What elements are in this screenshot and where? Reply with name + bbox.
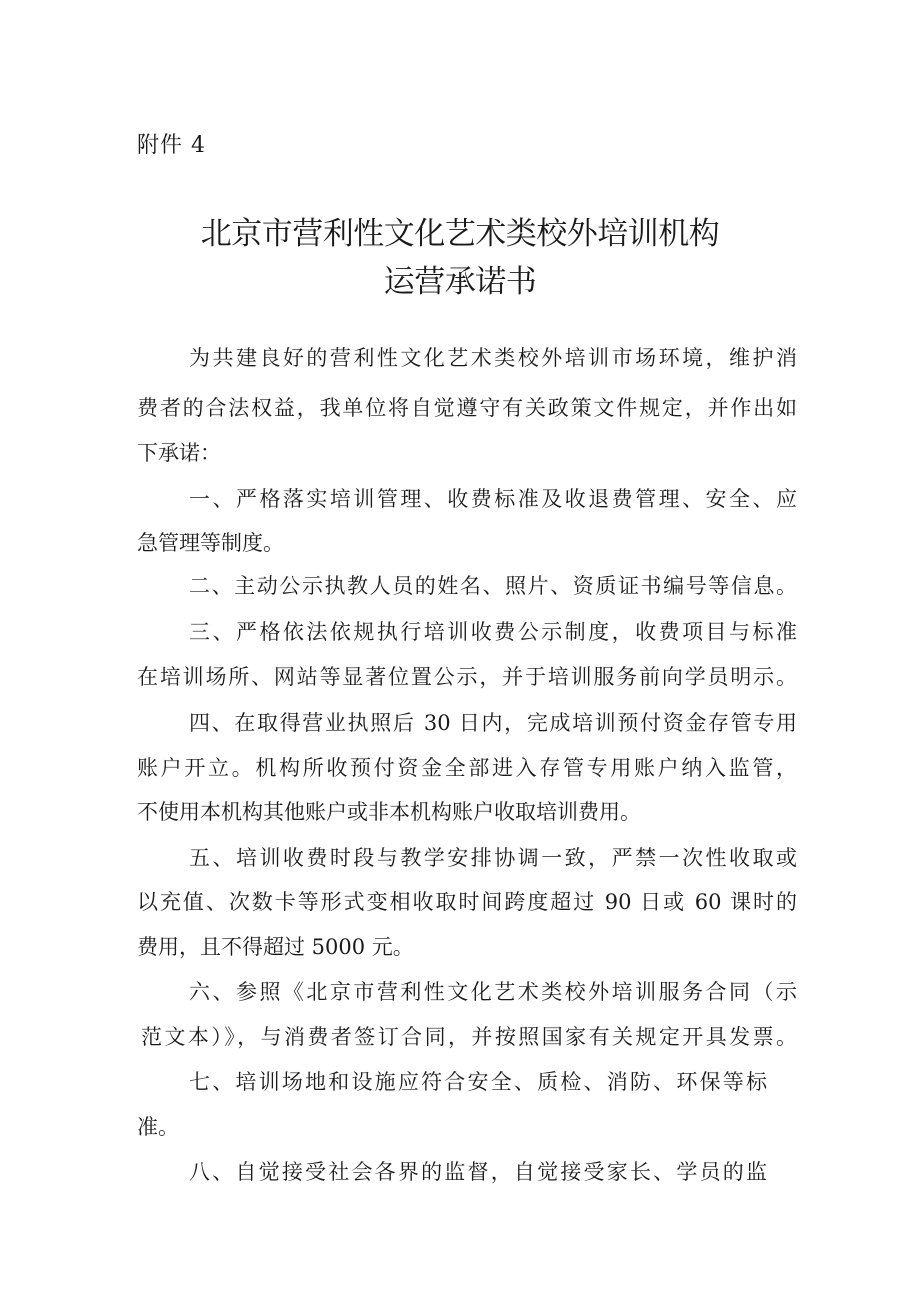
item-1-line-2: 急管理等制度。 bbox=[137, 531, 284, 555]
item-4-line-1: 四、在取得营业执照后 30 日内，完成培训预付资金存管专用 bbox=[189, 711, 797, 735]
intro-line-3: 下承诺： bbox=[137, 441, 221, 465]
item-5-line-2: 以充值、次数卡等形式变相收取时间跨度超过 90 日或 60 课时的 bbox=[137, 890, 797, 914]
item-6-line-2: 范文本）》，与消费者签订合同，并按照国家有关规定开具发票。 bbox=[141, 1025, 797, 1049]
document-title-line-1: 北京市营利性文化艺术类校外培训机构 bbox=[200, 216, 720, 252]
item-5-line-3: 费用，且不得超过 5000 元。 bbox=[137, 935, 414, 959]
attachment-label: 附件 4 bbox=[137, 133, 206, 158]
item-3-line-1: 三、严格依法依规执行培训收费公示制度，收费项目与标准 bbox=[189, 620, 797, 644]
item-4-line-2: 账户开立。机构所收预付资金全部进入存管专用账户纳入监管， bbox=[137, 756, 797, 780]
item-4-line-3: 不使用本机构其他账户或非本机构账户收取培训费用。 bbox=[137, 800, 641, 824]
intro-line-1: 为共建良好的营利性文化艺术类校外培训市场环境，维护消 bbox=[189, 346, 797, 370]
item-8-line-1: 八、自觉接受社会各界的监督，自觉接受家长、学员的监 bbox=[189, 1160, 767, 1184]
item-7-line-2: 准。 bbox=[137, 1115, 179, 1139]
item-3-line-2: 在培训场所、网站等显著位置公示，并于培训服务前向学员明示。 bbox=[137, 665, 797, 689]
item-5-line-1: 五、培训收费时段与教学安排协调一致，严禁一次性收取或 bbox=[189, 846, 797, 870]
item-2-line-1: 二、主动公示执教人员的姓名、照片、资质证书编号等信息。 bbox=[189, 574, 797, 598]
intro-line-2: 费者的合法权益，我单位将自觉遵守有关政策文件规定，并作出如 bbox=[137, 396, 797, 420]
item-7-line-1: 七、培训场地和设施应符合安全、质检、消防、环保等标 bbox=[189, 1070, 767, 1094]
document-title-line-2: 运营承诺书 bbox=[383, 264, 537, 300]
item-6-line-1: 六、参照《北京市营利性文化艺术类校外培训服务合同（示 bbox=[189, 980, 797, 1004]
item-1-line-1: 一、严格落实培训管理、收费标准及收退费管理、安全、应 bbox=[189, 487, 797, 511]
